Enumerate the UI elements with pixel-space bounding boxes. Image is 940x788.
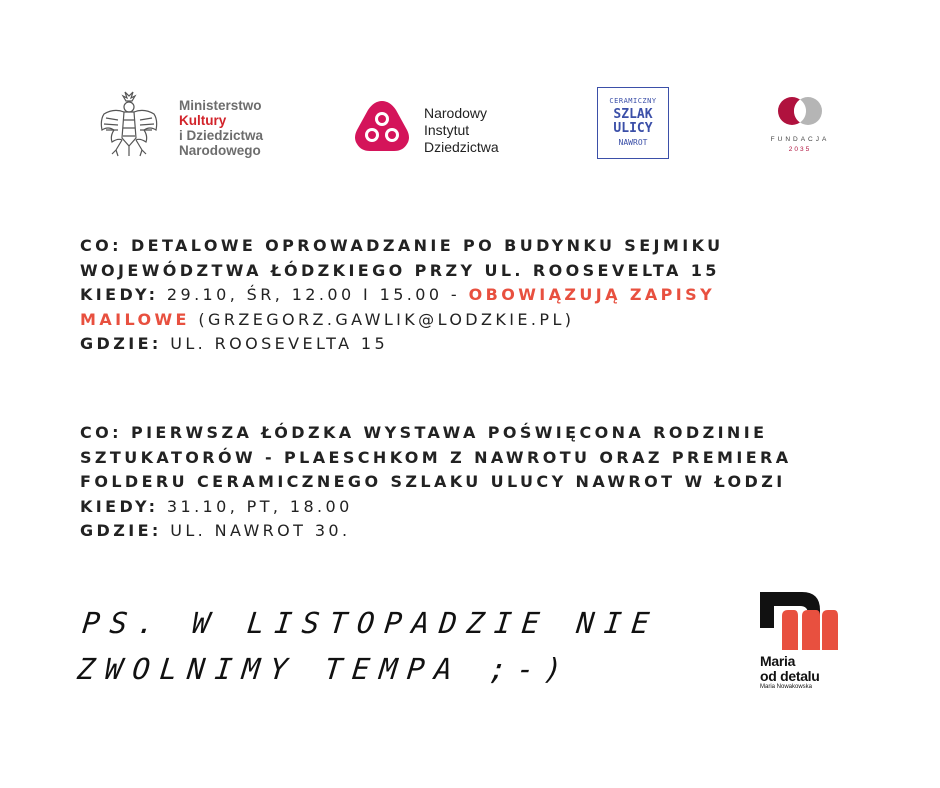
brand-line-1: Maria <box>760 653 796 669</box>
event-2-where-text: UL. NAWROT 30. <box>170 521 351 540</box>
nid-line-3: Dziedzictwa <box>424 139 499 155</box>
ps-line-1: PS. W LISTOPADZIE NIE <box>80 606 661 640</box>
fundacja-logo <box>760 93 840 163</box>
event-2-when-label: KIEDY: <box>80 496 159 516</box>
fundacja-name: FUNDACJA <box>770 136 830 143</box>
event-2-where-label: GDZIE: <box>80 521 162 540</box>
event-1-when-text: 29.10, ŚR, 12.00 I 15.00 - <box>166 285 461 304</box>
szlak-line-3: ULICY <box>613 121 653 136</box>
event-2-what-label: CO: <box>80 423 122 442</box>
ministry-name <box>179 98 263 158</box>
brand-author: Maria Nowakowska <box>760 684 813 690</box>
event-2-when-text: 31.10, PT, 18.00 <box>166 496 353 516</box>
event-1-email: (GRZEGORZ.GAWLIK@LODZKIE.PL) <box>198 309 575 329</box>
event-2 <box>80 421 860 544</box>
ministry-line-2: Kultury <box>179 113 227 128</box>
event-2-when <box>80 495 860 520</box>
nid-trefoil-icon <box>352 98 412 156</box>
event-1-where-label: GDZIE: <box>80 334 162 353</box>
ps-note <box>75 600 661 692</box>
event-1-what <box>80 234 820 283</box>
event-2-what <box>80 421 860 495</box>
ministry-line-1: Ministerstwo <box>179 98 262 113</box>
szlak-line-4: NAWROT <box>618 138 648 147</box>
brand-name <box>760 654 820 684</box>
brand-line-2: od detalu <box>760 668 820 684</box>
ministry-logo <box>96 90 296 160</box>
ps-line-2: ZWOLNIMY TEMPA ;-) <box>75 652 574 686</box>
event-2-where <box>80 519 860 544</box>
szlak-line-2: SZLAK <box>613 107 653 122</box>
polish-eagle-icon <box>96 90 162 160</box>
ministry-line-3: i Dziedzictwa <box>179 128 264 143</box>
partner-logos <box>0 85 940 165</box>
event-1-what-text: DETALOWE OPROWADZANIE PO BUDYNKU SEJMIKU WOJEWÓDZTWA ŁÓDZKIEGO PRZY UL. ROOSEVELTA 15 <box>80 236 724 280</box>
nid-line-2: Instytut <box>424 122 470 138</box>
szlak-line-1: CERAMICZNY <box>609 97 657 105</box>
szlak-logo <box>597 87 669 159</box>
event-2-what-text: PIERWSZA ŁÓDZKA WYSTAWA POŚWIĘCONA RODZINIE SZTUKATORÓW - PLAESCHKOM Z NAWROTU ORAZ PREMIERA FOLDERU CERAMICZNEGO SZLAKU ULUCY NAWROT W ŁODZI <box>80 423 792 491</box>
event-1-what-label: CO: <box>80 236 122 255</box>
event-1 <box>80 234 820 357</box>
event-1-when <box>80 283 820 332</box>
event-1-when-label: KIEDY: <box>80 285 159 304</box>
fundacja-year: 2035 <box>788 146 812 153</box>
overlapping-circles-icon <box>774 95 826 129</box>
nid-logo <box>352 98 532 158</box>
maria-od-detalu-logo <box>758 590 842 700</box>
nid-line-1: Narodowy <box>424 105 488 121</box>
event-1-where <box>80 332 820 357</box>
event-1-signup-note: OBOWIĄZUJĄ ZAPISY MAILOWE <box>80 285 716 329</box>
event-1-where-text: UL. ROOSEVELTA 15 <box>170 334 389 353</box>
ministry-line-4: Narodowego <box>179 143 261 158</box>
maria-od-detalu-mark-icon <box>758 590 842 652</box>
nid-name <box>424 105 499 156</box>
